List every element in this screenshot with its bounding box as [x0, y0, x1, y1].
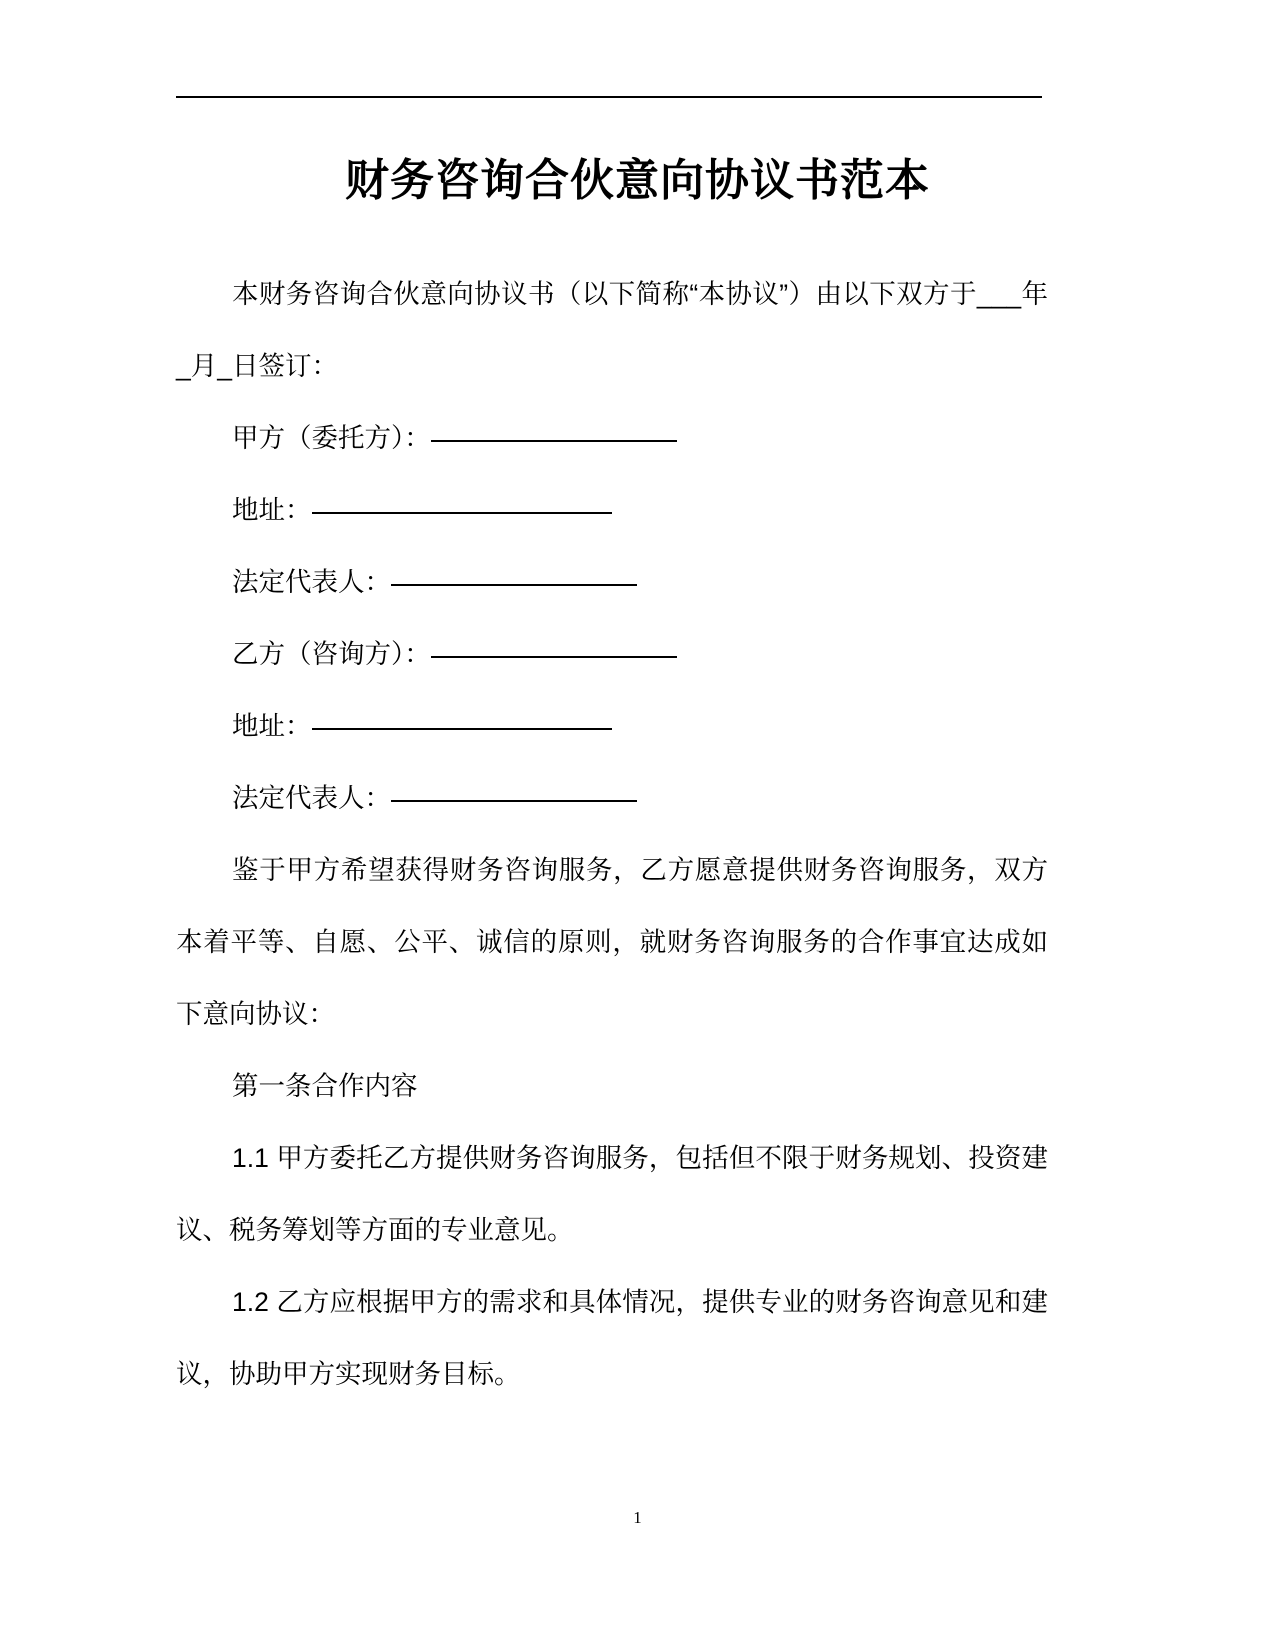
- document-body: [176, 258, 1048, 1410]
- party-b-legal-rep-blank: [391, 778, 637, 802]
- party-b-address-field: [176, 690, 1048, 762]
- party-b-address-blank: [312, 706, 612, 730]
- party-b-legal-rep-field: [176, 762, 1048, 834]
- page-title: 财务咨询合伙意向协议书范本: [345, 156, 930, 205]
- party-b-label: 乙方（咨询方）：: [232, 639, 431, 669]
- preamble-paragraph: 本财务咨询合伙意向协议书（以下简称“本协议”）由以下双方于___年_月_日签订：: [176, 279, 1048, 381]
- party-a-blank: [431, 418, 677, 442]
- party-a-legal-rep-field: [176, 546, 1048, 618]
- clause-1-2: 1.2 乙方应根据甲方的需求和具体情况，提供专业的财务咨询意见和建议，协助甲方实现财务目标。: [176, 1287, 1048, 1389]
- page-number: 1: [633, 1508, 642, 1527]
- party-a-legal-rep-blank: [391, 562, 637, 586]
- party-a-legal-rep-label: 法定代表人：: [232, 567, 391, 597]
- party-a-label: 甲方（委托方）：: [232, 423, 431, 453]
- party-a-field: [176, 402, 1048, 474]
- party-a-address-label: 地址：: [232, 495, 312, 525]
- article-one-heading: 第一条合作内容: [232, 1071, 418, 1101]
- header-horizontal-rule: [176, 96, 1042, 98]
- recitals-paragraph: 鉴于甲方希望获得财务咨询服务，乙方愿意提供财务咨询服务，双方本着平等、自愿、公平、诚信的原则，就财务咨询服务的合作事宜达成如下意向协议：: [176, 855, 1048, 1029]
- party-a-address-field: [176, 474, 1048, 546]
- party-b-field: [176, 618, 1048, 690]
- party-b-address-label: 地址：: [232, 711, 312, 741]
- party-a-address-blank: [312, 490, 612, 514]
- party-b-legal-rep-label: 法定代表人：: [232, 783, 391, 813]
- party-b-blank: [431, 634, 677, 658]
- clause-1-1: 1.1 甲方委托乙方提供财务咨询服务，包括但不限于财务规划、投资建议、税务筹划等方面的专业意见。: [176, 1143, 1048, 1245]
